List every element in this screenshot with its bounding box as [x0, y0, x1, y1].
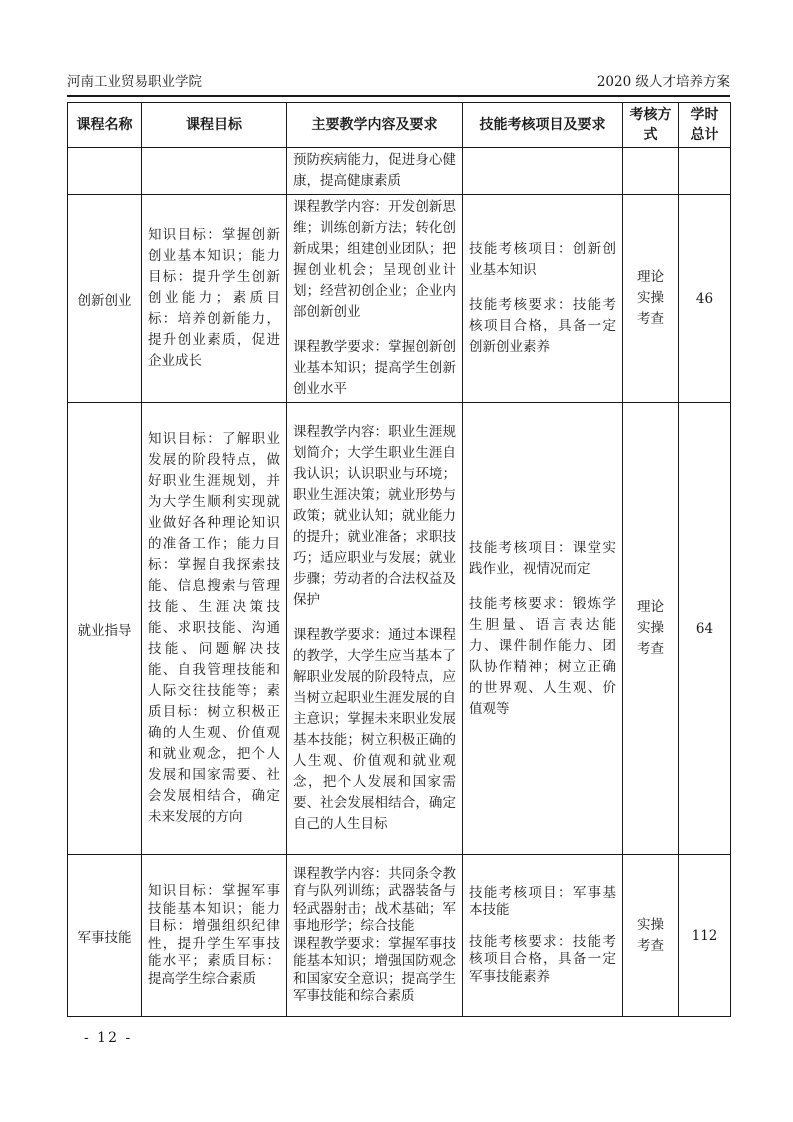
cell-teaching-content: [287, 403, 463, 855]
method-line: 考查: [637, 937, 664, 954]
cell-course-objective: [142, 403, 287, 855]
cell-teaching-content: [287, 148, 463, 195]
paragraph: 课程教学要求：通过本课程的教学，大学生应当基本了解职业发展的阶段特点，应当树立起职业生涯发展的自主意识；掌握未来职业发展基本技能；树立积极正确的人生观、价值观和就业观念，把个人发展和国家需要、社会发展相结合，确定自己的人生目标: [293, 627, 456, 832]
table-row-innovation: [68, 195, 731, 403]
cell-total-hours: 112: [679, 855, 731, 1017]
paragraph: 知识目标：掌握创新创业基本知识；能力目标：提升学生创新创业能力；素质目标：培养创新能力，提升创业素质，促进企业成长: [148, 227, 280, 369]
paragraph: 预防疾病能力，促进身心健康，提高健康素质: [293, 152, 456, 189]
col-header-assessment-method: 考核方式: [623, 103, 679, 148]
paragraph: 技能考核要求：锻炼学生胆量、语言表达能力、课件制作能力、团队协作精神；树立正确的世界观、人生观、价值观等: [469, 595, 616, 717]
col-header-course-objective: 课程目标: [142, 103, 287, 148]
paragraph: 知识目标：掌握军事技能基本知识；能力目标：增强组织纪律性，提升学生军事技能水平；素质目标：提高学生综合素质: [148, 883, 280, 987]
col-header-teaching-content: 主要教学内容及要求: [287, 103, 463, 148]
page-header: [67, 70, 730, 97]
cell-total-hours: 64: [679, 403, 731, 855]
course-table: [67, 102, 731, 1017]
method-line: 实操: [637, 620, 664, 636]
cell-course-objective: [142, 855, 287, 1017]
table-row-military: [68, 855, 731, 1017]
cell-assessment-method: [623, 195, 679, 403]
cell-skill-assessment: [463, 403, 623, 855]
cell-assessment-method: [623, 403, 679, 855]
cell-course-objective: [142, 195, 287, 403]
paragraph: 技能考核要求：技能考核项目合格，具备一定创新创业素养: [469, 297, 616, 355]
empty-cell: [68, 148, 142, 195]
method-line: 理论: [637, 269, 664, 285]
empty-cell: [463, 148, 623, 195]
cell-skill-assessment: [463, 195, 623, 403]
paragraph: 知识目标：了解职业发展的阶段特点，做好职业生涯规划，并为大学生顺利实现就业做好各种理论知识的准备工作；能力目标：掌握自我探索技能、信息搜索与管理技能、生涯决策技能、求职技能、沟通技能、问题解决技能、自我管理技能和人际交往技能等；素质目标：树立积极正确的人生观、价值观和就业观念，把个人发展和国家需要、社会发展相结合，确定未来发展的方向: [148, 431, 280, 825]
col-header-course-name: 课程名称: [68, 103, 142, 148]
cell-total-hours: 46: [679, 195, 731, 403]
paragraph: 课程教学要求：掌握创新创业基本知识；提高学生创新创业水平: [293, 339, 456, 397]
method-line: 理论: [637, 599, 664, 615]
cell-course-name: 创新创业: [68, 195, 142, 403]
paragraph: 课程教学要求：掌握军事技能基本知识；增强国防观念和国家安全意识；提高学生军事技能和综合素质: [293, 935, 456, 1004]
cell-teaching-content: [287, 195, 463, 403]
page-number: - 12 -: [84, 1030, 133, 1046]
col-header-skill-assessment: 技能考核项目及要求: [463, 103, 623, 148]
table-row-employment: [68, 403, 731, 855]
cell-teaching-content: [287, 855, 463, 1017]
table-header-row: [68, 103, 731, 148]
empty-cell: [142, 148, 287, 195]
method-line: 实操: [637, 290, 664, 306]
paragraph: 课程教学内容：共同条令教育与队列训练；武器装备与轻武器射击；战术基础；军事地形学；综合技能: [293, 865, 456, 934]
empty-cell: [679, 148, 731, 195]
paragraph: 课程教学内容：开发创新思维；训练创新方法；转化创新成果；组建创业团队；把握创业机会；呈现创业计划；经营初创企业；企业内部创新创业: [293, 199, 456, 320]
empty-cell: [623, 148, 679, 195]
col-header-total-hours: 学时总计: [679, 103, 731, 148]
method-line: 考查: [637, 641, 664, 657]
paragraph: 技能考核要求：技能考核项目合格，具备一定军事技能素养: [469, 933, 616, 985]
method-line: 考查: [637, 311, 664, 327]
paragraph: 技能考核项目：军事基本技能: [469, 884, 616, 919]
cell-assessment-method: [623, 855, 679, 1017]
paragraph: 技能考核项目：课堂实践作业，视情况而定: [469, 539, 616, 577]
table-row-carryover: [68, 148, 731, 195]
paragraph: 课程教学内容：职业生涯规划简介；大学生职业生涯自我认识；认识职业与环境；职业生涯决策；就业形势与政策；就业认知；就业能力的提升；就业准备；求职技巧；适应职业与发展；就业步骤；劳动者的合法权益及保护: [293, 424, 456, 608]
method-line: 实操: [637, 916, 664, 933]
header-doc-title: 2020 级人才培养方案: [596, 74, 730, 90]
header-school-name: 河南工业贸易职业学院: [67, 74, 202, 90]
cell-course-name: 就业指导: [68, 403, 142, 855]
cell-skill-assessment: [463, 855, 623, 1017]
paragraph: 技能考核项目：创新创业基本知识: [469, 241, 616, 278]
cell-course-name: 军事技能: [68, 855, 142, 1017]
